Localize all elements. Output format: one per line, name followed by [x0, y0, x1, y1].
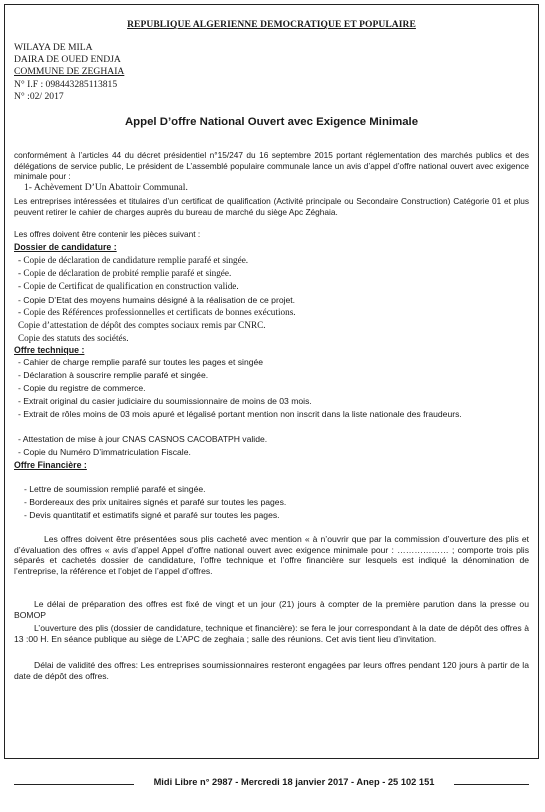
- list-item: - Lettre de soumission remplié parafé et singée.: [24, 484, 206, 494]
- list-item: - Copie de déclaration de candidature remplie parafé et singée.: [18, 255, 249, 265]
- footer-rule-right: [452, 784, 529, 785]
- daira-line: DAIRA DE OUED ENDJA: [14, 54, 121, 66]
- list-item: - Copie des Références professionnelles et certificats de bonnes exécutions.: [18, 307, 296, 317]
- list-item: - Extrait de rôles moins de 03 mois apuré et légalisé portant mention non inscrit dans la liste nationale des fraudeurs.: [18, 409, 462, 419]
- list-item: Copie des statuts des sociétés.: [18, 333, 129, 343]
- list-item: - Devis quantitatif et estimatifs signé et parafé sur toutes les pages.: [24, 510, 280, 520]
- list-item: - Bordereaux des prix unitaires signés et parafé sur toutes les pages.: [24, 497, 287, 507]
- footer-rule-left: [14, 784, 136, 785]
- list-item: - Copie du registre de commerce.: [18, 383, 146, 393]
- closing-paragraph-4: Délai de validité des offres: Les entreprises soumissionnaires resteront engagées par leurs offres pendant 120 jours à partir de la date de dépôt des offres.: [14, 660, 529, 681]
- list-item: - Copie du Numéro D’immatriculation Fiscale.: [18, 447, 191, 457]
- publication-footer: [14, 777, 529, 791]
- intro-paragraph: conformément à l’articles 44 du décret présidentiel n°15/247 du 16 septembre 2015 portant réglementation des marchés publics et des délégations de service public, Le président de L’assemblé populaire communale lance un avis d’appel d’offre national ouvert avec exigence minimale pour :: [14, 150, 529, 182]
- financiere-section-title: Offre Financière :: [14, 460, 87, 470]
- list-item: - Extrait original du casier judiciaire du soumissionnaire de moins de 03 mois.: [18, 396, 312, 406]
- nif-line: N° I.F : 098443285113815: [14, 78, 118, 90]
- list-item: - Copie D’Etat des moyens humains désigné à la réalisation de ce projet.: [18, 295, 296, 305]
- eligibility-paragraph: Les entreprises intéressées et titulaires d’un certificat de qualification (Activité principale ou Secondaire Construction) Catégorie 01 et plus peuvent retirer le cahier de charges auprès du bureau de marché du siège Apc Zéghaia.: [14, 196, 529, 217]
- closing-paragraph-3: L’ouverture des plis (dossier de candidature, technique et financière): se fera le jour correspondant à la date de dépôt des offres à 13 :00 H. En séance publique au siège de L’APC de zeghaia ; salle des réunions. Cet avis tient lieu d’invitation.: [14, 623, 529, 644]
- technique-section-title: Offre technique :: [14, 345, 85, 355]
- page-title: Appel D’offre National Ouvert avec Exigence Minimale: [124, 116, 419, 128]
- closing-paragraph-1: Les offres doivent être présentées sous plis cacheté avec mention « à n’ouvrir que par la commission d’ouverture des plis et d’évaluation des offres « avis d’appel Appel d’offre national ouvert avec exigence minimale pour : ……………… ; comporte trois plis séparés et cachetés dossier de candidature, l’offre technique et l’offre financière sur lesquels est indiqué la dénomination de l’entreprise, la référence et l’objet de l’appel d’offres.: [14, 534, 529, 576]
- project-line: 1- Achèvement D’Un Abattoir Communal.: [24, 182, 188, 193]
- publication-credit: Midi Libre n° 2987 - Mercredi 18 janvier 2017 - Anep - 25 102 151: [134, 777, 454, 787]
- list-item: - Copie de déclaration de probité remplie parafé et singée.: [18, 268, 232, 278]
- list-item: Copie d’attestation de dépôt des comptes sociaux remis par CNRC.: [18, 320, 266, 330]
- republic-heading: REPUBLIQUE ALGERIENNE DEMOCRATIQUE ET POPULAIRE: [127, 20, 416, 30]
- list-item: - Cahier de charge remplie parafé sur toutes les pages et singée: [18, 357, 264, 367]
- documents-intro: Les offres doivent être contenir les pièces suivant :: [14, 229, 201, 239]
- list-item: - Déclaration à souscrire remplie parafé et singée.: [18, 370, 209, 380]
- reference-number: N° :02/ 2017: [14, 90, 64, 102]
- list-item: - Copie de Certificat de qualification en construction valide.: [18, 281, 239, 291]
- dossier-section-title: Dossier de candidature :: [14, 242, 117, 252]
- list-item: - Attestation de mise à jour CNAS CASNOS CACOBATPH valide.: [18, 434, 268, 444]
- wilaya-line: WILAYA DE MILA: [14, 42, 93, 53]
- closing-paragraph-2: Le délai de préparation des offres est fixé de vingt et un jour (21) jours à compter de la première parution dans la presse ou BOMOP: [14, 599, 529, 620]
- issuer-block: [14, 42, 124, 103]
- commune-line: COMMUNE DE ZEGHAIA: [14, 66, 125, 78]
